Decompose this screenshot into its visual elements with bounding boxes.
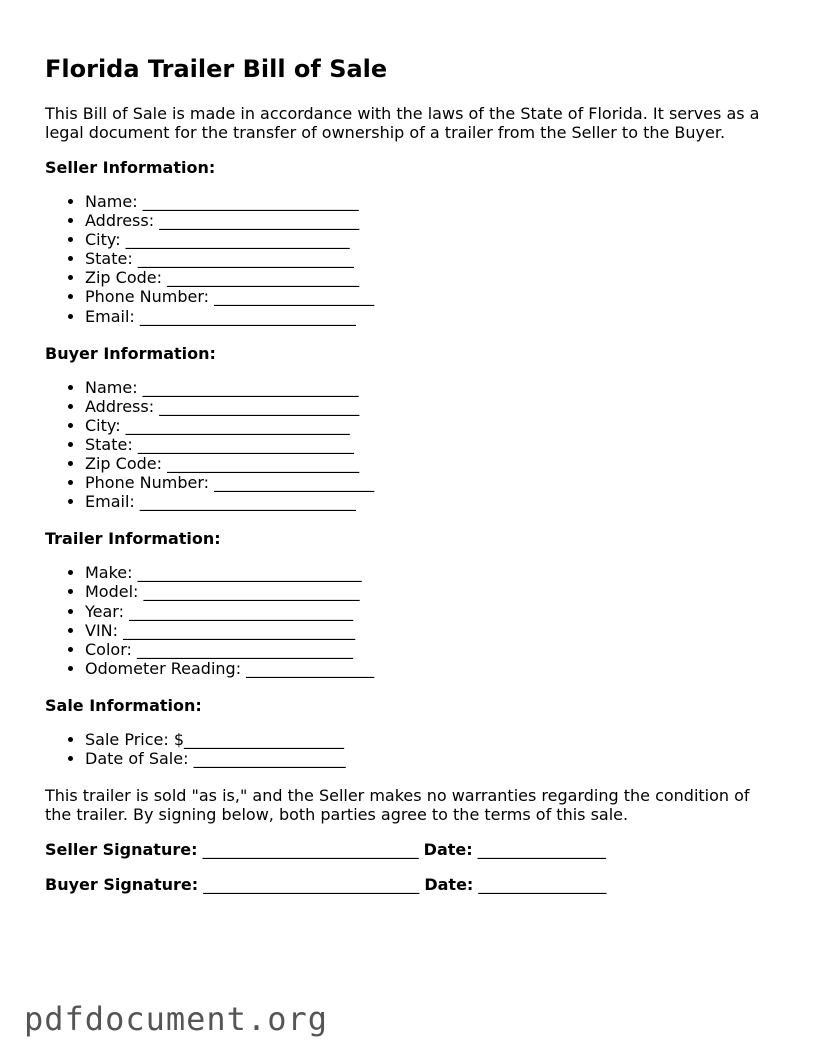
intro-paragraph: This Bill of Sale is made in accordance with the laws of the State of Florida. It serves as a legal document for the transfer of ownership of a trailer from the Seller to the Buyer. [45, 104, 760, 142]
seller-zip-field[interactable]: • Zip Code: ________________________ [85, 268, 775, 287]
trailer-model-field[interactable]: • Model: ___________________________ [85, 582, 775, 601]
buyer-name-field[interactable]: • Name: ___________________________ [85, 378, 775, 397]
trailer-list [45, 563, 775, 678]
seller-heading: Seller Information: [45, 158, 216, 177]
seller-address-field[interactable]: • Address: _________________________ [85, 211, 775, 230]
trailer-make-field[interactable]: • Make: ____________________________ [85, 563, 775, 582]
buyer-city-field[interactable]: • City: ____________________________ [85, 416, 775, 435]
seller-name-field[interactable]: • Name: ___________________________ [85, 192, 775, 211]
sale-heading: Sale Information: [45, 695, 202, 715]
trailer-odometer-field[interactable]: • Odometer Reading: ________________ [85, 659, 775, 678]
sale-date-field[interactable]: • Date of Sale: ___________________ [85, 749, 775, 768]
buyer-address-field[interactable]: • Address: _________________________ [85, 397, 775, 416]
buyer-phone-field[interactable]: • Phone Number: ____________________ [85, 473, 775, 492]
buyer-signature-row [45, 875, 775, 895]
buyer-date-line[interactable]: ________________ [478, 875, 607, 895]
page-title: Florida Trailer Bill of Sale [45, 55, 388, 83]
as-is-note: This trailer is sold "as is," and the Seller makes no warranties regarding the condition of the trailer. By signing below, both parties agree to the terms of this sale. [45, 786, 750, 825]
seller-city-field[interactable]: • City: ____________________________ [85, 230, 775, 249]
buyer-state-field[interactable]: • State: ___________________________ [85, 435, 775, 454]
watermark: pdfdocument.org [24, 1000, 328, 1038]
trailer-color-field[interactable]: • Color: ___________________________ [85, 640, 775, 659]
trailer-year-field[interactable]: • Year: ____________________________ [85, 602, 775, 621]
seller-signature-line[interactable]: ___________________________ [202, 840, 419, 860]
buyer-heading: Buyer Information: [45, 343, 216, 363]
buyer-email-field[interactable]: • Email: ___________________________ [85, 492, 775, 511]
trailer-vin-field[interactable]: • VIN: _____________________________ [85, 621, 775, 640]
buyer-zip-field[interactable]: • Zip Code: ________________________ [85, 454, 775, 473]
buyer-date-label: Date: [424, 875, 474, 895]
sale-price-field[interactable]: • Sale Price: $____________________ [85, 730, 775, 749]
trailer-heading: Trailer Information: [45, 529, 221, 549]
seller-signature-row [45, 840, 775, 860]
buyer-signature-label: Buyer Signature: [45, 875, 199, 895]
seller-email-field[interactable]: • Email: ___________________________ [85, 307, 775, 326]
sale-list [45, 730, 775, 768]
seller-phone-field[interactable]: • Phone Number: ____________________ [85, 287, 775, 306]
seller-list [45, 192, 775, 326]
seller-state-field[interactable]: • State: ___________________________ [85, 249, 775, 268]
buyer-signature-line[interactable]: ___________________________ [203, 875, 420, 895]
buyer-list [45, 378, 775, 512]
seller-date-line[interactable]: ________________ [477, 840, 606, 860]
seller-signature-label: Seller Signature: [45, 840, 198, 860]
document-page [45, 52, 775, 910]
seller-date-label: Date: [423, 840, 473, 860]
